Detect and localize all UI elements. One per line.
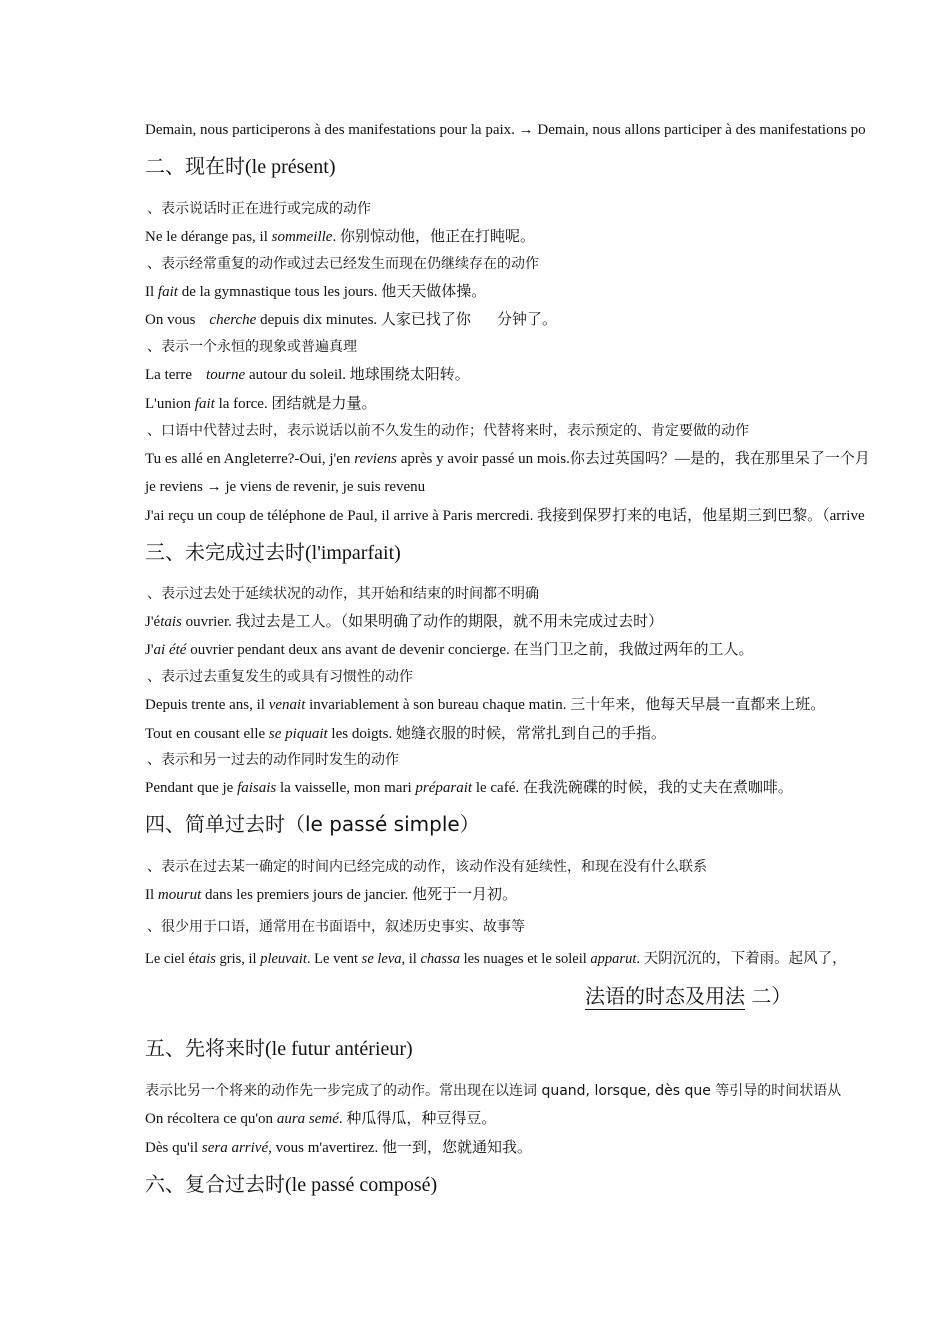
example-line: J'ai été ouvrier pendant deux ans avant de devenir concierge. 在当门卫之前，我做过两年的工人。 bbox=[145, 642, 754, 658]
usage-note: 、表示在过去某一确定的时间内已经完成的动作，该动作没有延续性，和现在没有什么联系 bbox=[147, 859, 707, 875]
example-line: Tu es allé en Angleterre?-Oui, j'en reviens après y avoir passé un mois.你去过英国吗？—是的，我在那里呆了一个月 bbox=[145, 451, 870, 467]
section-heading-passe-compose: 六、复合过去时(le passé composé) bbox=[145, 1172, 438, 1196]
example-line: Le ciel étais gris, il pleuvait. Le vent se leva, il chassa les nuages et le soleil apparut. 天阴沉沉的，下着雨。起风了， bbox=[145, 951, 847, 967]
usage-note: 、表示过去重复发生的或具有习惯性的动作 bbox=[147, 669, 413, 685]
example-line: Il mourut dans les premiers jours de jancier. 他死于一月初。 bbox=[145, 887, 518, 903]
example-line: L'union fait la force. 团结就是力量。 bbox=[145, 396, 377, 412]
usage-note: 、表示经常重复的动作或过去已经发生而现在仍继续存在的动作 bbox=[147, 256, 539, 272]
section-heading-imparfait: 三、未完成过去时(l'imparfait) bbox=[145, 540, 401, 564]
example-line: Tout en cousant elle se piquait les doigts. 她缝衣服的时候，常常扎到自己的手指。 bbox=[145, 726, 667, 742]
section-heading-futur-anterieur: 五、先将来时(le futur antérieur) bbox=[145, 1036, 413, 1060]
section-heading-passe-simple: 四、简单过去时（le passé simple） bbox=[145, 812, 480, 836]
section-heading-present: 二、现在时(le présent) bbox=[145, 154, 336, 178]
usage-note: 、表示过去处于延续状况的动作，其开始和结束的时间都不明确 bbox=[147, 586, 539, 602]
example-line: Demain, nous participerons à des manifestations pour la paix. → Demain, nous allons participer à des manifestations po bbox=[145, 122, 866, 138]
example-line: Dès qu'il sera arrivé, vous m'avertirez. 他一到，您就通知我。 bbox=[145, 1140, 533, 1156]
example-line: Il fait de la gymnastique tous les jours. 他天天做体操。 bbox=[145, 284, 487, 300]
example-line: On vous cherche depuis dix minutes. 人家已找了你 分钟了。 bbox=[145, 312, 557, 328]
example-line: Depuis trente ans, il venait invariablement à son bureau chaque matin. 三十年来，他每天早晨一直都来上班。 bbox=[145, 697, 826, 713]
example-line: On récoltera ce qu'on aura semé. 种瓜得瓜，种豆得豆。 bbox=[145, 1111, 497, 1127]
example-line: J'ai reçu un coup de téléphone de Paul, il arrive à Paris mercredi. 我接到保罗打来的电话，他星期三到巴黎。（arrive bbox=[145, 508, 865, 524]
example-line: Pendant que je faisais la vaisselle, mon mari préparait le café. 在我洗碗碟的时候，我的丈夫在煮咖啡。 bbox=[145, 780, 793, 796]
usage-note: 、很少用于口语，通常用在书面语中，叙述历史事实、故事等 bbox=[147, 919, 525, 935]
usage-note: 、表示说话时正在进行或完成的动作 bbox=[147, 201, 371, 217]
example-line: je reviens → je viens de revenir, je suis revenu bbox=[145, 479, 426, 495]
part-title: 法语的时态及用法 二） bbox=[585, 984, 792, 1008]
example-line: La terre tourne autour du soleil. 地球围绕太阳转。 bbox=[145, 367, 470, 383]
example-line: Ne le dérange pas, il sommeille. 你别惊动他，他正在打盹呢。 bbox=[145, 229, 535, 245]
usage-note: 、表示一个永恒的现象或普遍真理 bbox=[147, 339, 357, 355]
usage-note: 表示比另一个将来的动作先一步完成了的动作。常出现在以连词 quand, lorsque, dès que 等引导的时间状语从 bbox=[145, 1083, 842, 1099]
usage-note: 、口语中代替过去时，表示说话以前不久发生的动作；代替将来时，表示预定的、肯定要做的动作 bbox=[147, 423, 749, 439]
example-line: J'étais ouvrier. 我过去是工人。（如果明确了动作的期限，就不用未完成过去时） bbox=[145, 614, 664, 630]
usage-note: 、表示和另一过去的动作同时发生的动作 bbox=[147, 752, 399, 768]
